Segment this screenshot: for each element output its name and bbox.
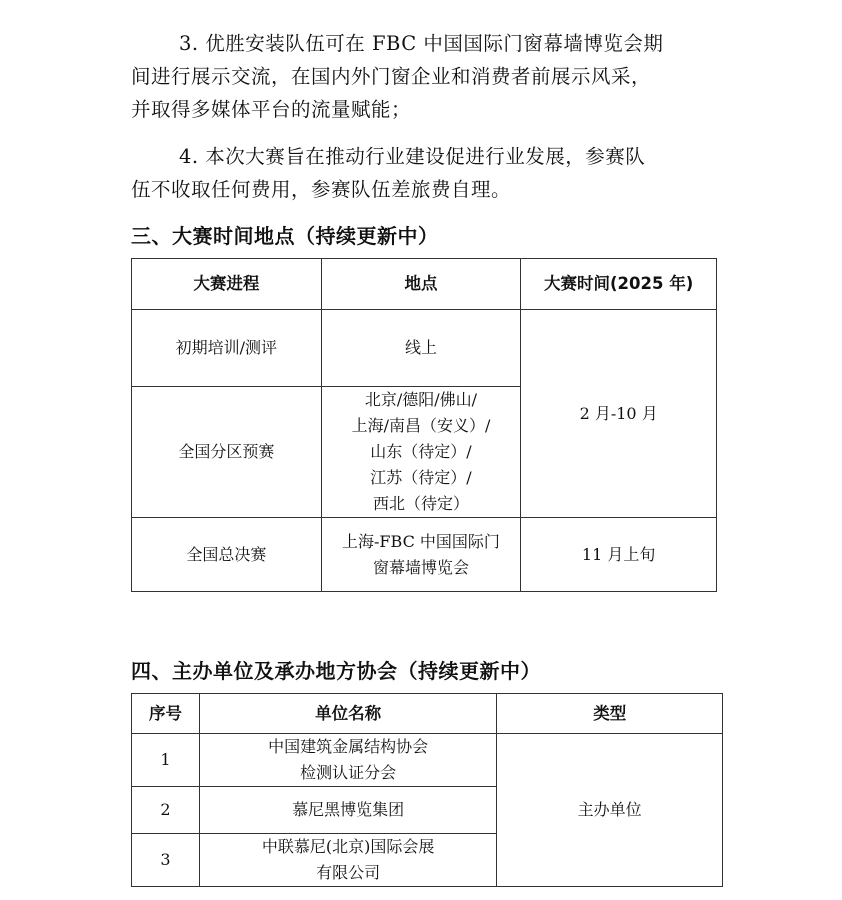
header-time: 大赛时间(2025 年) xyxy=(521,259,717,310)
location-cell xyxy=(321,310,521,387)
paragraph-line: 4. 本次大赛旨在推动行业建设促进行业发展，参赛队 xyxy=(179,145,646,168)
schedule-table xyxy=(131,258,717,592)
location-cell xyxy=(321,518,521,592)
time-cell: 11 月上旬 xyxy=(521,518,717,592)
header-type: 类型 xyxy=(497,694,723,734)
name-line: 有限公司 xyxy=(316,863,381,882)
table-row xyxy=(132,310,717,387)
location-line: 上海/南昌（安义）/ xyxy=(351,416,491,435)
header-stage: 大赛进程 xyxy=(132,259,322,310)
merged-type-cell: 主办单位 xyxy=(497,734,723,887)
name-line: 中国建筑金属结构协会 xyxy=(268,737,429,756)
paragraph-line: 3. 优胜安装队伍可在 FBC 中国国际门窗幕墙博览会期 xyxy=(179,32,664,55)
paragraph-item-3 xyxy=(131,27,731,126)
stage-cell: 初期培训/测评 xyxy=(132,310,322,387)
no-cell: 2 xyxy=(132,787,200,834)
location-line: 上海-FBC 中国国际门 xyxy=(342,531,500,551)
table-row xyxy=(132,518,717,592)
location-line: 山东（待定）/ xyxy=(370,442,472,461)
section-3-heading: 三、大赛时间地点（持续更新中） xyxy=(131,224,439,248)
header-location: 地点 xyxy=(321,259,521,310)
paragraph-line: 并取得多媒体平台的流量赋能； xyxy=(131,98,412,121)
paragraph-item-4 xyxy=(131,140,731,206)
location-line: 西北（待定） xyxy=(372,494,469,513)
table-row xyxy=(132,734,723,787)
name-line: 慕尼黑博览集团 xyxy=(292,800,405,819)
location-cell xyxy=(321,387,521,518)
organizer-table xyxy=(131,693,723,887)
stage-cell: 全国分区预赛 xyxy=(132,387,322,518)
table-header-row xyxy=(132,694,723,734)
name-cell xyxy=(199,787,496,834)
paragraph-line: 伍不收取任何费用，参赛队伍差旅费自理。 xyxy=(131,178,512,201)
paragraph-line: 间进行展示交流，在国内外门窗企业和消费者前展示风采， xyxy=(131,65,652,88)
header-no: 序号 xyxy=(132,694,200,734)
location-line: 线上 xyxy=(404,338,437,357)
table-header-row xyxy=(132,259,717,310)
name-line: 中联慕尼(北京)国际会展 xyxy=(261,837,435,856)
section-4-heading: 四、主办单位及承办地方协会（持续更新中） xyxy=(131,659,541,683)
location-line: 窗幕墙博览会 xyxy=(372,557,469,577)
name-line: 检测认证分会 xyxy=(300,763,397,782)
header-name: 单位名称 xyxy=(199,694,496,734)
location-line: 北京/德阳/佛山/ xyxy=(364,390,478,409)
stage-cell: 全国总决赛 xyxy=(132,518,322,592)
name-cell xyxy=(199,834,496,887)
no-cell: 3 xyxy=(132,834,200,887)
location-line: 江苏（待定）/ xyxy=(370,468,472,487)
name-cell xyxy=(199,734,496,787)
no-cell: 1 xyxy=(132,734,200,787)
merged-time-cell: 2 月-10 月 xyxy=(521,310,717,518)
